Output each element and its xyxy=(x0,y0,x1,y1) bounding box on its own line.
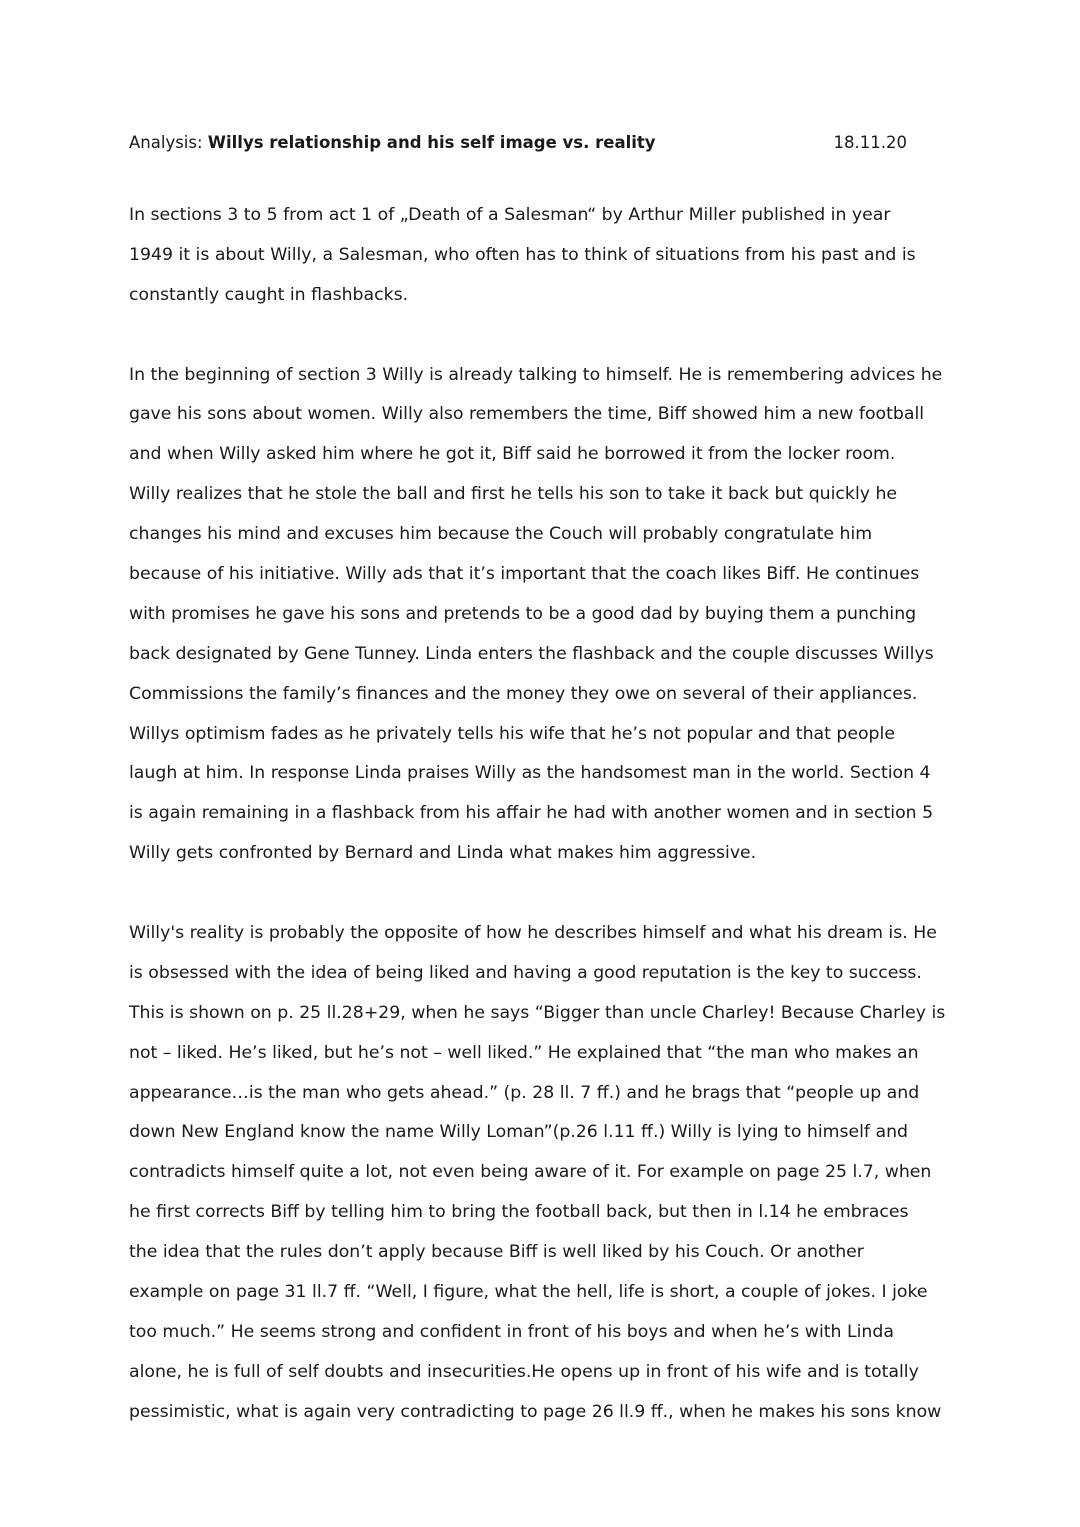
paragraph xyxy=(129,356,959,875)
text-line: appearance…is the man who gets ahead.” (p. 28 ll. 7 ff.) and he brags that “people up and xyxy=(129,1082,920,1103)
paragraph xyxy=(129,196,959,316)
document-date: 18.11.20 xyxy=(833,133,907,152)
text-line: too much.” He seems strong and confident in front of his boys and when he’s with Linda xyxy=(129,1321,894,1342)
text-line: pessimistic, what is again very contradicting to page 26 ll.9 ff., when he makes his sons know xyxy=(129,1401,942,1422)
text-line: the idea that the rules don’t apply because Biff is well liked by his Couch. Or another xyxy=(129,1242,864,1263)
text-line: contradicts himself quite a lot, not even being aware of it. For example on page 25 l.7, when xyxy=(129,1162,932,1183)
paragraph-gap xyxy=(129,316,959,356)
text-line: changes his mind and excuses him because the Couch will probably congratulate him xyxy=(129,524,873,545)
text-line: Willys optimism fades as he privately tells his wife that he’s not popular and that people xyxy=(129,723,895,744)
document-header xyxy=(129,130,907,156)
header-label: Analysis: xyxy=(129,133,208,152)
text-line: Willy realizes that he stole the ball and first he tells his son to take it back but quickly he xyxy=(129,484,898,505)
text-line: constantly caught in flashbacks. xyxy=(129,284,409,305)
text-line: not – liked. He’s liked, but he’s not – well liked.” He explained that “the man who makes an xyxy=(129,1042,919,1063)
text-line: Willy gets confronted by Bernard and Linda what makes him aggressive. xyxy=(129,843,757,864)
paragraph xyxy=(129,914,959,1433)
text-line: In the beginning of section 3 Willy is already talking to himself. He is remembering advices he xyxy=(129,364,943,385)
paragraph-gap xyxy=(129,874,959,914)
text-line: laugh at him. In response Linda praises Willy as the handsomest man in the world. Section 4 xyxy=(129,763,931,784)
text-line: is obsessed with the idea of being liked and having a good reputation is the key to success. xyxy=(129,962,922,983)
text-line: This is shown on p. 25 ll.28+29, when he says “Bigger than uncle Charley! Because Charley is xyxy=(129,1002,946,1023)
text-line: and when Willy asked him where he got it, Biff said he borrowed it from the locker room. xyxy=(129,444,896,465)
text-line: with promises he gave his sons and pretends to be a good dad by buying them a punching xyxy=(129,603,917,624)
document-body xyxy=(129,196,959,1433)
document-title: Willys relationship and his self image vs. reality xyxy=(207,133,656,152)
text-line: back designated by Gene Tunney. Linda enters the flashback and the couple discusses Willys xyxy=(129,643,934,664)
text-line: because of his initiative. Willy ads that it’s important that the coach likes Biff. He continues xyxy=(129,564,920,585)
text-line: Willy's reality is probably the opposite of how he describes himself and what his dream is. He xyxy=(129,923,937,944)
text-line: he first corrects Biff by telling him to bring the football back, but then in l.14 he embraces xyxy=(129,1202,909,1223)
text-line: example on page 31 ll.7 ff. “Well, I figure, what the hell, life is short, a couple of jokes. I joke xyxy=(129,1282,928,1303)
text-line: Commissions the family’s finances and the money they owe on several of their appliances. xyxy=(129,683,918,704)
text-line: 1949 it is about Willy, a Salesman, who often has to think of situations from his past and is xyxy=(129,244,916,265)
text-line: alone, he is full of self doubts and insecurities.He opens up in front of his wife and is totally xyxy=(129,1361,919,1382)
text-line: In sections 3 to 5 from act 1 of „Death of a Salesman“ by Arthur Miller published in year xyxy=(129,205,891,225)
text-line: gave his sons about women. Willy also remembers the time, Biff showed him a new football xyxy=(129,404,925,425)
text-line: is again remaining in a flashback from his affair he had with another women and in section 5 xyxy=(129,803,934,824)
text-line: down New England know the name Willy Loman”(p.26 l.11 ff.) Willy is lying to himself and xyxy=(129,1122,909,1143)
